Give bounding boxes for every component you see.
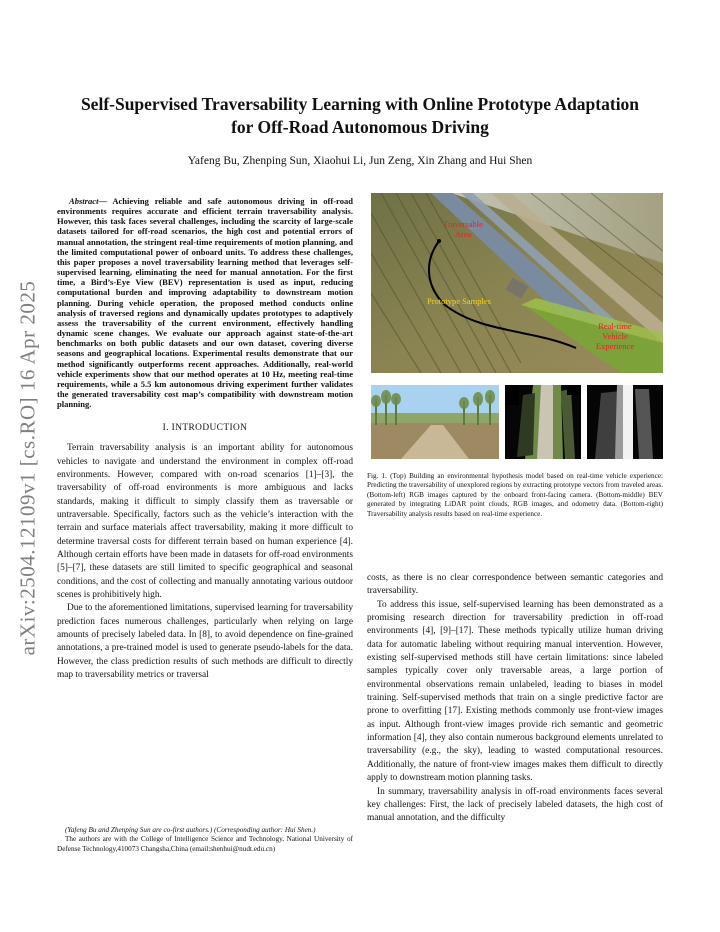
footnote-affiliation: The authors are with the College of Intelligence Science and Technology, National University of Defense Technology,410073 Changsha,China (email:shenhui@nudt.edu.cn) bbox=[57, 835, 353, 853]
abstract-label: Abstract bbox=[69, 196, 99, 206]
label-experience-line3: Experience bbox=[595, 341, 635, 351]
right-paragraph-1: costs, as there is no clear correspondence between semantic categories and traversability. bbox=[367, 573, 663, 597]
label-traversable-line2: Area bbox=[454, 229, 472, 239]
front-camera-image bbox=[371, 385, 499, 459]
right-paragraph-3: In summary, traversability analysis in off-road environments faces several key challenges: First, the lack of precisely labeled datasets, the high cost of manual annotation, and the difficulty bbox=[367, 786, 663, 824]
right-column bbox=[367, 572, 663, 826]
arxiv-identifier[interactable]: arXiv:2504.12109v1 [cs.RO] 16 Apr 2025 bbox=[15, 280, 40, 656]
intro-paragraph-1: Terrain traversability analysis is an important ability for autonomous vehicles to navigate and understand the environment in complex off-road environments. However, compared with on-road scenarios [1]–[3], the traversability of off-road environments is more ambiguous and lacks standards, making it difficult to simply classify them as traversable or untraversable. Specifically, factors such as the vehicle’s interaction with the terrain and surface materials affect traversability, making it more difficult to determine traversal costs for different terrain based on human experience [4]. Although certain efforts have been made in datasets for off-road environments [5]–[7], these datasets are still limited to specific geographical and seasonal conditions, and the cost of collecting and manually annotating various outdoor scenes is prohibitively high. bbox=[57, 443, 353, 601]
paper-title: Self-Supervised Traversability Learning with Online Prototype Adaptation for Off-Road Autonomous Driving bbox=[80, 94, 640, 137]
figure-bottom-row bbox=[371, 385, 663, 459]
footnotes bbox=[57, 826, 353, 854]
traversability-result-image bbox=[587, 385, 663, 459]
label-experience-line1: Real-time bbox=[598, 321, 632, 331]
figure-aerial-photo bbox=[371, 193, 663, 373]
left-column bbox=[57, 196, 353, 682]
right-paragraph-2: To address this issue, self-supervised learning has been demonstrated as a promising research direction for traversability prediction in off-road environments [4], [9]–[17]. These methods typically utilize human driving data for automatic labeling without requiring manual intervention. However, existing self-supervised methods still have certain limitations: since labeled samples typically cover only traversable areas, a large portion of environmental observations remain unlabeled, leading to biases in model training. Self-supervised methods that train on a single predictive factor are prone to overfitting [17]. Existing methods commonly use front-view images as input. Although front-view images provide rich semantic and geometric information [4], they also contain numerous background elements unrelated to traversability (e.g., the sky), leading to wasted computational resources. Additionally, the nature of front-view images makes them difficult to directly apply to downstream motion planning tasks. bbox=[367, 599, 663, 784]
bev-image bbox=[505, 385, 581, 459]
abstract-text: — Achieving reliable and safe autonomous driving in off-road environments requires accurate and efficient terrain traversability analysis. However, this task faces several challenges, including the scarcity of large-scale datasets tailored for off-road scenarios, the high cost and potential errors of manual annotation, the stringent real-time requirements of motion planning, and the limited computational power of onboard units. To address these challenges, this paper proposes a novel traversability learning method that leverages self-supervised learning, eliminating the need for manual annotation. For the first time, a Bird’s-Eye View (BEV) representation is used as input, reducing computational burden and improving adaptability to downstream motion planning. During vehicle operation, the proposed method conducts online analysis of traversed regions and dynamically updates prototypes to adaptively assess the traversability of the current environment, effectively handling dynamic scene changes. We evaluate our approach against state-of-the-art benchmarks on both public datasets and our own dataset, covering diverse seasons and geographical locations. Experimental results demonstrate that our method significantly outperforms recent approaches. Additionally, real-world vehicle experiments show that our method operates at 10 Hz, meeting real-time requirements, while a 5.5 km autonomous driving experiment further validates the generated traversability cost map’s compatibility with downstream motion planning. bbox=[57, 196, 353, 410]
figure-caption: Fig. 1. (Top) Building an environmental hypothesis model based on real-time vehicle experience: Predicting the traversability of unexplored regions by extracting prototype vectors from traveled areas. (Bottom-left) RGB images captured by the onboard front-facing camera. (Bottom-middle) BEV generated by integrating LiDAR point clouds, RGB images, and odometry data. (Bottom-right) Traversability analysis results based on real-time experience. bbox=[367, 472, 663, 518]
arxiv-side-stamp bbox=[8, 0, 48, 932]
footnote-coauthors: (Yafeng Bu and Zhenping Sun are co-first authors.) (Corresponding author: Hui Shen.) bbox=[65, 826, 316, 834]
abstract bbox=[57, 196, 353, 409]
author-list: Yafeng Bu, Zhenping Sun, Xiaohui Li, Jun Zeng, Xin Zhang and Hui Shen bbox=[187, 155, 533, 167]
section-heading-introduction: I. INTRODUCTION bbox=[162, 423, 248, 434]
label-experience-line2: Vehicle bbox=[602, 331, 628, 341]
label-prototype-samples: Prototype Samples bbox=[427, 296, 491, 306]
intro-paragraph-2: Due to the aforementioned limitations, supervised learning for traversability prediction faces numerous challenges, particularly when relying on large amounts of precisely labeled data. In [8], to avoid dependence on fine-grained annotations, a pre-trained model is used to generate pseudo-labels for the data. However, the class prediction results of such methods are difficult to directly map to traversability metrics or traversal bbox=[57, 603, 353, 681]
label-traversable-line1: Traversable bbox=[443, 219, 483, 229]
